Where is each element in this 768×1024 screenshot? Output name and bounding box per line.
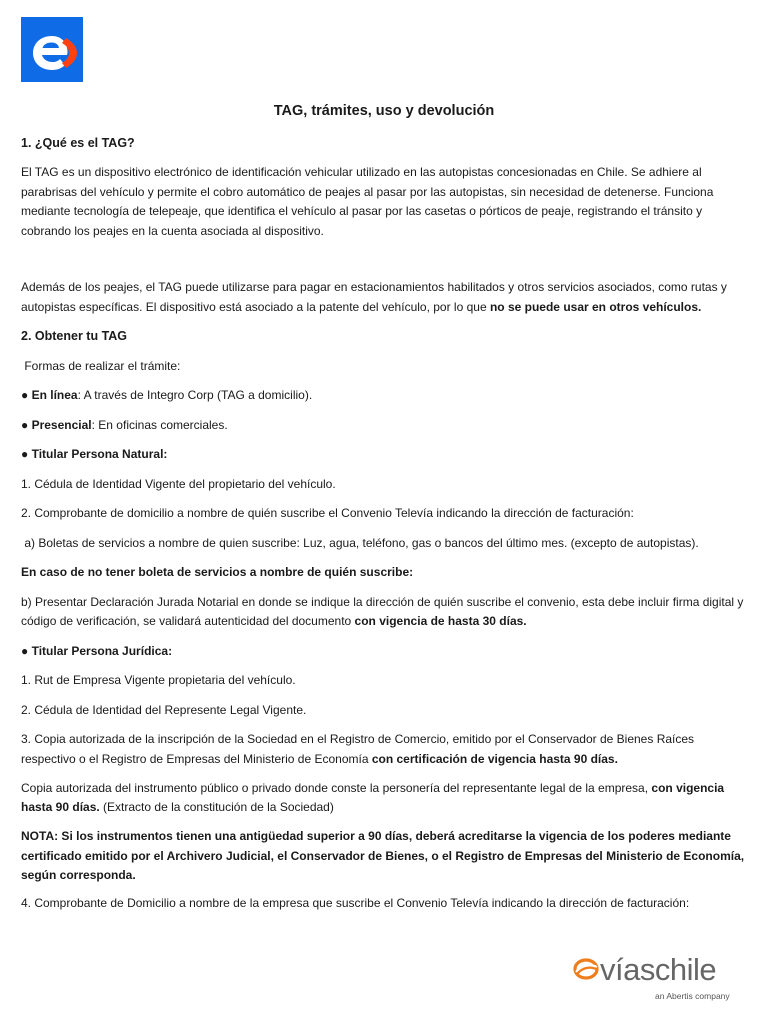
list-item (21, 593, 745, 632)
bold-text: ● Presencial (21, 417, 92, 432)
footer-brand: víaschile (600, 952, 717, 987)
footer-subtitle: an Abertis company (655, 991, 730, 1001)
list-item (21, 386, 745, 406)
text-run: : A través de Integro Corp (TAG a domicilio). (77, 388, 313, 402)
subsection-heading: En caso de no tener boleta de servicios a nombre de quién suscribe: (21, 565, 414, 579)
entel-logo (21, 17, 83, 82)
paragraph (21, 779, 745, 818)
text-run: (Extracto de la constitución de la Sociedad) (99, 800, 334, 814)
document-body (21, 134, 745, 913)
bold-text: con vigencia hasta 90 días. (21, 780, 725, 814)
text-run: b) Presentar Declaración Jurada Notarial en donde se indique la dirección de quién suscribe el convenio, esta debe incluir firma digital y código de verificación, se validará autenticidad del documento (21, 594, 744, 628)
list-item: 1. Cédula de Identidad Vigente del propietario del vehículo. (21, 476, 336, 491)
bold-text: ● En línea (21, 388, 78, 402)
text-run: : En oficinas comerciales. (91, 417, 228, 432)
list-item: 2. Comprobante de domicilio a nombre de quién suscribe el Convenio Televía indicando la dirección de facturación: (21, 506, 634, 520)
list-item: 2. Cédula de Identidad del Represente Legal Vigente. (21, 702, 307, 717)
paragraph: Formas de realizar el trámite: (21, 358, 181, 373)
list-item: a) Boletas de servicios a nombre de quien suscribe: Luz, agua, teléfono, gas o bancos del último mes. (excepto de autopistas). (21, 535, 699, 550)
section-heading: 2. Obtener tu TAG (21, 329, 128, 343)
note: NOTA: Si los instrumentos tienen una antigüedad superior a 90 días, deberá acreditarse la vigencia de los poderes mediante certificado emitido por el Archivero Judicial, el Conservador de Bienes, o el Registro de Empresas del Ministerio de Economía, según corresponda. (21, 829, 745, 882)
viaschile-swirl-icon (572, 956, 602, 982)
text-run: Además de los peajes, el TAG puede utilizarse para pagar en estacionamientos habilitados y otros servicios asociados, como rutas y autopistas específicas. El dispositivo está asociado a la patente del vehículo, por lo que (21, 280, 727, 314)
paragraph (21, 278, 745, 317)
list-item: 1. Rut de Empresa Vigente propietaria del vehículo. (21, 673, 296, 687)
bold-text: con vigencia de hasta 30 días. (354, 614, 527, 628)
viaschile-logo (572, 950, 744, 1006)
list-item (21, 416, 745, 436)
entel-e-logo-icon (21, 17, 83, 82)
list-item: 4. Comprobante de Domicilio a nombre de la empresa que suscribe el Convenio Televía indicando la dirección de facturación: (21, 895, 690, 910)
text-run: Copia autorizada del instrumento público o privado donde conste la personería del representante legal de la empresa, (21, 780, 652, 795)
subsection-heading: ● Titular Persona Natural: (21, 447, 168, 461)
paragraph: El TAG es un dispositivo electrónico de identificación vehicular utilizado en las autopistas concesionadas en Chile. Se adhiere al parabrisas del vehículo y permite el cobro automático de peajes al pasar por las autopistas, sin necesidad de detenerse. Funciona mediante tecnología de telepeaje, que identifica el vehículo al pasar por las casetas o pórticos de peaje, registrando el tránsito y cobrando los peajes en la cuenta asociada al dispositivo. (21, 165, 714, 238)
text-run: 3. Copia autorizada de la inscripción de la Sociedad en el Registro de Comercio, emitido por el Conservador de Bienes Raíces respectivo o el Registro de Empresas del Ministerio de Economía (21, 732, 695, 766)
section-heading: 1. ¿Qué es el TAG? (21, 136, 135, 150)
bold-text: con certificación de vigencia hasta 90 días. (371, 751, 618, 766)
list-item (21, 730, 745, 769)
document-title: TAG, trámites, uso y devolución (273, 103, 495, 119)
subsection-heading: ● Titular Persona Jurídica: (21, 643, 173, 658)
bold-text: no se puede usar en otros vehículos. (489, 299, 702, 314)
